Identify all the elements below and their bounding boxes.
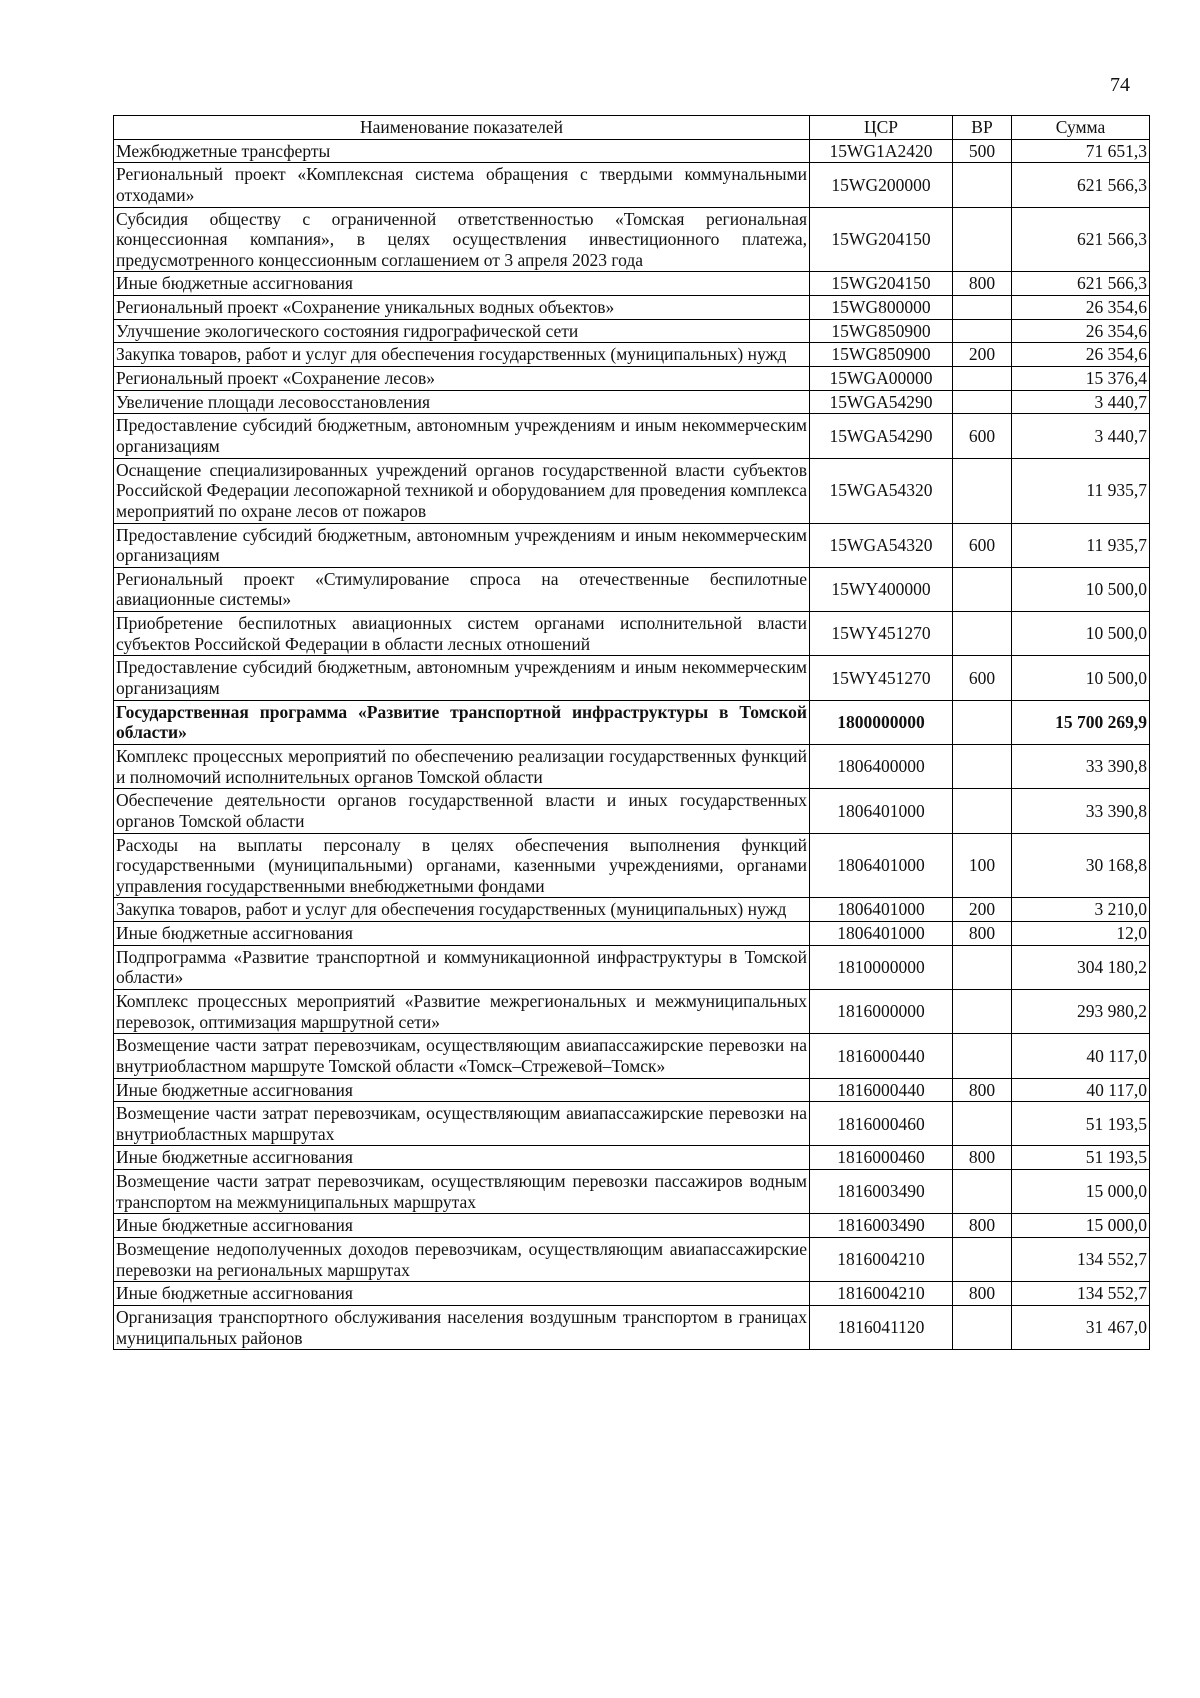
row-name-cell: Комплекс процессных мероприятий «Развитие межрегиональных и межмуниципальных перевозок, оптимизация маршрутной сети» — [114, 989, 810, 1033]
header-vr: ВР — [953, 116, 1012, 140]
row-vr-cell: 800 — [953, 1282, 1012, 1306]
row-csr-cell: 15WGA54290 — [810, 390, 953, 414]
row-vr-cell — [953, 207, 1012, 272]
row-name-cell: Возмещение недополученных доходов перевозчикам, осуществляющим авиапассажирские перевозки на региональных маршрутах — [114, 1238, 810, 1282]
row-csr-cell: 1806401000 — [810, 898, 953, 922]
row-vr-cell — [953, 945, 1012, 989]
table-row — [114, 319, 1150, 343]
row-csr-cell: 1806401000 — [810, 922, 953, 946]
row-vr-cell — [953, 1170, 1012, 1214]
table-row — [114, 343, 1150, 367]
row-name-cell: Расходы на выплаты персоналу в целях обеспечения выполнения функций государственными (муниципальными) органами, казенными учреждениями, органами управления государственными внебюджетными фондами — [114, 833, 810, 898]
row-csr-cell: 15WG204150 — [810, 272, 953, 296]
table-row — [114, 296, 1150, 320]
row-name-cell: Государственная программа «Развитие транспортной инфраструктуры в Томской области» — [114, 700, 810, 744]
row-vr-cell — [953, 390, 1012, 414]
row-name-cell: Субсидия обществу с ограниченной ответственностью «Томская региональная концессионная компания», в целях осуществления инвестиционного платежа, предусмотренного концессионным соглашением от 3 апреля 2023 года — [114, 207, 810, 272]
row-vr-cell: 800 — [953, 1214, 1012, 1238]
row-vr-cell: 600 — [953, 523, 1012, 567]
table-row — [114, 272, 1150, 296]
row-vr-cell: 800 — [953, 922, 1012, 946]
row-csr-cell: 1810000000 — [810, 945, 953, 989]
row-name-cell: Иные бюджетные ассигнования — [114, 1146, 810, 1170]
table-row — [114, 1238, 1150, 1282]
row-name-cell: Предоставление субсидий бюджетным, автономным учреждениям и иным некоммерческим организациям — [114, 414, 810, 458]
row-sum-cell: 31 467,0 — [1012, 1305, 1150, 1349]
row-name-cell: Обеспечение деятельности органов государственной власти и иных государственных органов Томской области — [114, 789, 810, 833]
table-row — [114, 744, 1150, 788]
row-vr-cell — [953, 319, 1012, 343]
row-vr-cell — [953, 458, 1012, 523]
row-name-cell: Региональный проект «Сохранение уникальных водных объектов» — [114, 296, 810, 320]
row-vr-cell: 800 — [953, 1146, 1012, 1170]
row-name-cell: Иные бюджетные ассигнования — [114, 272, 810, 296]
row-sum-cell: 3 210,0 — [1012, 898, 1150, 922]
row-csr-cell: 1816000440 — [810, 1034, 953, 1078]
row-sum-cell: 51 193,5 — [1012, 1146, 1150, 1170]
table-row — [114, 656, 1150, 700]
row-name-cell: Иные бюджетные ассигнования — [114, 922, 810, 946]
row-name-cell: Межбюджетные трансферты — [114, 139, 810, 163]
row-csr-cell: 1806401000 — [810, 789, 953, 833]
budget-table — [113, 115, 1150, 1350]
row-name-cell: Возмещение части затрат перевозчикам, осуществляющим авиапассажирские перевозки на внутриобластном маршруте Томской области «Томск–Стрежевой–Томск» — [114, 1034, 810, 1078]
table-row — [114, 1102, 1150, 1146]
row-csr-cell: 1816000460 — [810, 1102, 953, 1146]
row-name-cell: Улучшение экологического состояния гидрографической сети — [114, 319, 810, 343]
row-vr-cell: 500 — [953, 139, 1012, 163]
row-vr-cell — [953, 296, 1012, 320]
table-row — [114, 989, 1150, 1033]
row-csr-cell: 15WG1A2420 — [810, 139, 953, 163]
row-sum-cell: 26 354,6 — [1012, 319, 1150, 343]
row-csr-cell: 1816000440 — [810, 1078, 953, 1102]
row-vr-cell — [953, 567, 1012, 611]
row-sum-cell: 11 935,7 — [1012, 458, 1150, 523]
table-row — [114, 1034, 1150, 1078]
row-name-cell: Предоставление субсидий бюджетным, автономным учреждениям и иным некоммерческим организациям — [114, 523, 810, 567]
row-name-cell: Закупка товаров, работ и услуг для обеспечения государственных (муниципальных) нужд — [114, 343, 810, 367]
header-csr: ЦСР — [810, 116, 953, 140]
row-csr-cell: 1816004210 — [810, 1282, 953, 1306]
row-vr-cell: 800 — [953, 272, 1012, 296]
row-csr-cell: 15WY451270 — [810, 656, 953, 700]
table-row — [114, 833, 1150, 898]
table-row — [114, 922, 1150, 946]
table-row — [114, 945, 1150, 989]
row-vr-cell — [953, 367, 1012, 391]
row-csr-cell: 1816003490 — [810, 1214, 953, 1238]
row-sum-cell: 26 354,6 — [1012, 296, 1150, 320]
row-sum-cell: 293 980,2 — [1012, 989, 1150, 1033]
row-sum-cell: 10 500,0 — [1012, 656, 1150, 700]
row-sum-cell: 621 566,3 — [1012, 207, 1150, 272]
page-number: 74 — [1110, 74, 1130, 96]
row-vr-cell: 200 — [953, 898, 1012, 922]
row-sum-cell: 10 500,0 — [1012, 567, 1150, 611]
table-row — [114, 1170, 1150, 1214]
row-sum-cell: 71 651,3 — [1012, 139, 1150, 163]
row-vr-cell — [953, 1102, 1012, 1146]
table-row — [114, 789, 1150, 833]
row-csr-cell: 15WGA54290 — [810, 414, 953, 458]
row-csr-cell: 1816004210 — [810, 1238, 953, 1282]
row-vr-cell — [953, 163, 1012, 207]
row-sum-cell: 3 440,7 — [1012, 390, 1150, 414]
row-sum-cell: 12,0 — [1012, 922, 1150, 946]
table-row — [114, 207, 1150, 272]
row-sum-cell: 10 500,0 — [1012, 612, 1150, 656]
row-vr-cell — [953, 700, 1012, 744]
row-csr-cell: 15WG800000 — [810, 296, 953, 320]
table-row — [114, 1305, 1150, 1349]
table-row — [114, 898, 1150, 922]
header-name: Наименование показателей — [114, 116, 810, 140]
table-row — [114, 1214, 1150, 1238]
row-name-cell: Комплекс процессных мероприятий по обеспечению реализации государственных функций и полномочий исполнительных органов Томской области — [114, 744, 810, 788]
row-vr-cell — [953, 989, 1012, 1033]
row-vr-cell: 600 — [953, 656, 1012, 700]
row-vr-cell — [953, 612, 1012, 656]
row-csr-cell: 1816041120 — [810, 1305, 953, 1349]
row-sum-cell: 33 390,8 — [1012, 789, 1150, 833]
row-sum-cell: 3 440,7 — [1012, 414, 1150, 458]
row-name-cell: Региональный проект «Комплексная система обращения с твердыми коммунальными отходами» — [114, 163, 810, 207]
row-vr-cell: 800 — [953, 1078, 1012, 1102]
row-sum-cell: 304 180,2 — [1012, 945, 1150, 989]
row-csr-cell: 15WG204150 — [810, 207, 953, 272]
row-name-cell: Подпрограмма «Развитие транспортной и коммуникационной инфраструктуры в Томской области» — [114, 945, 810, 989]
table-row — [114, 163, 1150, 207]
table-row — [114, 1078, 1150, 1102]
row-csr-cell: 15WGA00000 — [810, 367, 953, 391]
row-name-cell: Оснащение специализированных учреждений органов государственной власти субъектов Российской Федерации лесопожарной техникой и оборудованием для проведения комплекса мероприятий по охране лесов от пожаров — [114, 458, 810, 523]
row-sum-cell: 40 117,0 — [1012, 1034, 1150, 1078]
row-sum-cell: 134 552,7 — [1012, 1238, 1150, 1282]
table-row — [114, 523, 1150, 567]
table-row — [114, 414, 1150, 458]
table-row — [114, 139, 1150, 163]
row-sum-cell: 621 566,3 — [1012, 272, 1150, 296]
row-sum-cell: 15 376,4 — [1012, 367, 1150, 391]
row-name-cell: Организация транспортного обслуживания населения воздушным транспортом в границах муниципальных районов — [114, 1305, 810, 1349]
row-sum-cell: 15 000,0 — [1012, 1214, 1150, 1238]
row-name-cell: Иные бюджетные ассигнования — [114, 1282, 810, 1306]
table-row — [114, 700, 1150, 744]
row-vr-cell — [953, 789, 1012, 833]
row-sum-cell: 40 117,0 — [1012, 1078, 1150, 1102]
row-csr-cell: 1806401000 — [810, 833, 953, 898]
row-csr-cell: 15WGA54320 — [810, 458, 953, 523]
row-csr-cell: 1800000000 — [810, 700, 953, 744]
table-row — [114, 1146, 1150, 1170]
row-name-cell: Иные бюджетные ассигнования — [114, 1078, 810, 1102]
row-vr-cell — [953, 744, 1012, 788]
row-vr-cell — [953, 1238, 1012, 1282]
row-name-cell: Предоставление субсидий бюджетным, автономным учреждениям и иным некоммерческим организациям — [114, 656, 810, 700]
row-csr-cell: 15WG850900 — [810, 319, 953, 343]
row-sum-cell: 15 700 269,9 — [1012, 700, 1150, 744]
row-sum-cell: 51 193,5 — [1012, 1102, 1150, 1146]
row-vr-cell — [953, 1305, 1012, 1349]
row-name-cell: Возмещение части затрат перевозчикам, осуществляющим перевозки пассажиров водным транспортом на межмуниципальных маршрутах — [114, 1170, 810, 1214]
row-name-cell: Возмещение части затрат перевозчикам, осуществляющим авиапассажирские перевозки на внутриобластных маршрутах — [114, 1102, 810, 1146]
table-row — [114, 567, 1150, 611]
row-csr-cell: 1816003490 — [810, 1170, 953, 1214]
table-row — [114, 458, 1150, 523]
row-name-cell: Приобретение беспилотных авиационных систем органами исполнительной власти субъектов Российской Федерации в области лесных отношений — [114, 612, 810, 656]
table-row — [114, 367, 1150, 391]
row-sum-cell: 11 935,7 — [1012, 523, 1150, 567]
table-row — [114, 612, 1150, 656]
header-sum: Сумма — [1012, 116, 1150, 140]
row-csr-cell: 1816000000 — [810, 989, 953, 1033]
row-sum-cell: 33 390,8 — [1012, 744, 1150, 788]
row-name-cell: Региональный проект «Сохранение лесов» — [114, 367, 810, 391]
table-header-row — [114, 116, 1150, 140]
row-csr-cell: 15WGA54320 — [810, 523, 953, 567]
row-name-cell: Иные бюджетные ассигнования — [114, 1214, 810, 1238]
row-vr-cell: 600 — [953, 414, 1012, 458]
row-csr-cell: 15WG850900 — [810, 343, 953, 367]
row-vr-cell: 100 — [953, 833, 1012, 898]
row-csr-cell: 1816000460 — [810, 1146, 953, 1170]
row-name-cell: Увеличение площади лесовосстановления — [114, 390, 810, 414]
row-sum-cell: 134 552,7 — [1012, 1282, 1150, 1306]
row-csr-cell: 15WG200000 — [810, 163, 953, 207]
row-name-cell: Закупка товаров, работ и услуг для обеспечения государственных (муниципальных) нужд — [114, 898, 810, 922]
table-row — [114, 1282, 1150, 1306]
row-csr-cell: 15WY400000 — [810, 567, 953, 611]
row-name-cell: Региональный проект «Стимулирование спроса на отечественные беспилотные авиационные системы» — [114, 567, 810, 611]
table-body — [114, 139, 1150, 1350]
table-row — [114, 390, 1150, 414]
row-vr-cell: 200 — [953, 343, 1012, 367]
row-sum-cell: 26 354,6 — [1012, 343, 1150, 367]
row-csr-cell: 15WY451270 — [810, 612, 953, 656]
row-sum-cell: 30 168,8 — [1012, 833, 1150, 898]
row-csr-cell: 1806400000 — [810, 744, 953, 788]
row-vr-cell — [953, 1034, 1012, 1078]
row-sum-cell: 621 566,3 — [1012, 163, 1150, 207]
row-sum-cell: 15 000,0 — [1012, 1170, 1150, 1214]
